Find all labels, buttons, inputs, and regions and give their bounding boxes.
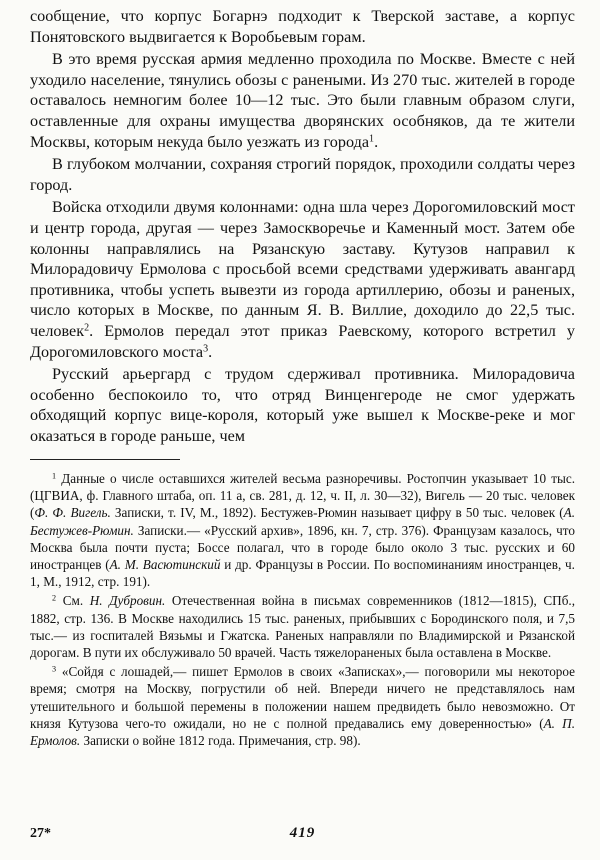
- footnotes: [30, 470, 575, 751]
- footnote-divider: [30, 459, 180, 460]
- footnote-ref-3[interactable]: 3: [203, 342, 209, 354]
- paragraph-1: сообщение, что корпус Богарнэ подходит к Тверской заставе, а корпус Понятовского выдвигается к Воробьевым горам.: [30, 7, 575, 46]
- signature-mark: 27*: [30, 826, 51, 841]
- paragraph-3: В глубоком молчании, сохраняя строгий порядок, проходили солдаты через город.: [30, 155, 575, 194]
- footnote-number: 2: [52, 593, 57, 603]
- footnote-number: 3: [52, 664, 57, 674]
- main-text: [30, 6, 575, 446]
- footnote-ref-1[interactable]: 1: [369, 133, 375, 145]
- footnote-ref-2[interactable]: 2: [84, 322, 90, 334]
- paragraph-2: В это время русская армия медленно проходила по Москве. Вместе с ней уходило население, тянулись обозы с ранеными. Из 270 тыс. жителей в городе оставалось немногим более 10—12 тыс. Это были главным образом слуги, оставленные для охраны имущества дворянских особняков, да те жители Москвы, которым некуда было уезжать из города$^1$.: [30, 50, 575, 151]
- page-footer: [30, 826, 575, 848]
- page-number: 419: [289, 825, 316, 841]
- footnote-2: $^2$ См. Н. Дубровин. Отечественная война в письмах современников (1812—1815), СПб., 1882, стр. 136. В Москве находились 15 тыс. раненых, прибывших с Бородинского поля, и 7,5 тыс.— из госпиталей Вязьмы и Гжатска. Раненых направляли по Владимирской и Рязанской дорогам. В пути их обслуживало 50 врачей. Часть тяжелораненых была оставлена в Москве.: [30, 593, 575, 661]
- footnote-number: 1: [52, 471, 57, 481]
- footnote-3: $^3$ «Сойдя с лошадей,— пишет Ермолов в своих «Записках»,— поговорили мы некоторое время; смотря на Москву, погрустили об ней. Впереди ничего не представлялось нам утешительного и большой перемены в положении нашем предвидеть было невозможно. От князя Кутузова чего-то ожидали, но не с полной предавались ему доверенностью» (А. П. Ермолов. Записки о войне 1812 года. Примечания, стр. 98).: [30, 664, 575, 749]
- footnote-1: $^1$ Данные о числе оставшихся жителей весьма разноречивы. Ростопчин указывает 10 тыс. (ЦГВИА, ф. Главного штаба, оп. 11 а, св. 281, д. 12, ч. II, л. 30—32), Вигель — 20 тыс. человек (Ф. Ф. Вигель. Записки, т. IV, М., 1892). Бестужев-Рюмин называет цифру в 50 тыс. человек (А. Бестужев-Рюмин. Записки.— «Русский архив», 1896, кн. 7, стр. 376). Французам казалось, что Москва была почти пуста; Боссе полагал, что в городе было около 3 тыс. русских и 60 иностранцев (А. М. Васютинский и др. Французы в России. По воспоминаниям иностранцев, ч. 1, М., 1912, стр. 191).: [30, 471, 576, 590]
- paragraph-5: Русский арьергард с трудом сдерживал противника. Милорадовича особенно беспокоило то, что отряд Винценгероде не смог удержать обходящий корпус вице-короля, который уже вышел к Москве-реке и мог оказаться в городе раньше, чем: [30, 365, 575, 445]
- paragraph-4: Войска отходили двумя колоннами: одна шла через Дорогомиловский мост и центр города, другая — через Замоскворечье и Каменный мост. Затем обе колонны направлялись на Рязанскую заставу. Кутузов направил к Милорадовичу Ермолова с просьбой всеми средствами удерживать авангард противника, чтобы успеть вывезти из города артиллерию, обозы и раненых, число которых в Москве, по данным Я. В. Виллие, доходило до 22,5 тыс. человек$^2$. Ермолов передал этот приказ Раевскому, которого встретил у Дорогомиловского моста$^3$.: [30, 198, 575, 361]
